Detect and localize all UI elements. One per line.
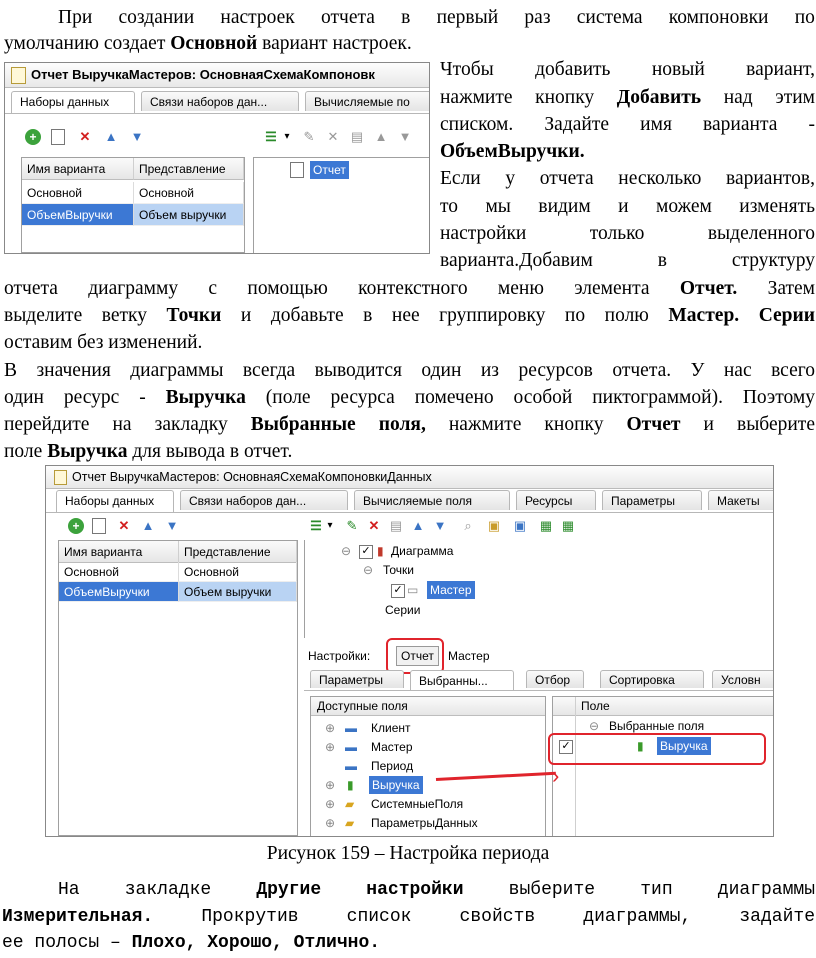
add-icon[interactable]: + — [25, 129, 41, 145]
column-header[interactable]: Имя варианта — [59, 541, 179, 563]
word: отчета — [321, 7, 375, 28]
resource-icon: ▮ — [347, 778, 354, 792]
bold-text: Измерительная. — [2, 907, 154, 927]
column-divider — [575, 697, 576, 837]
word: При — [58, 7, 93, 28]
figure-caption: Рисунок 159 – Настройка периода — [266, 843, 550, 864]
text: оставим без изменений. — [4, 332, 203, 353]
properties-icon[interactable]: ▤ — [350, 129, 364, 144]
collapse-icon[interactable]: ⊖ — [341, 544, 352, 558]
checkbox[interactable]: ✓ — [359, 545, 373, 559]
tree-item-master[interactable]: Мастер — [427, 581, 475, 599]
tab-datasets[interactable]: Наборы данных — [11, 91, 135, 113]
para2-line2 — [440, 86, 815, 110]
properties-icon[interactable]: ▤ — [389, 518, 403, 533]
edit-icon[interactable]: ✎ — [303, 129, 315, 144]
table-icon[interactable]: ▦ — [539, 518, 553, 533]
tab-dataset-links[interactable]: Связи наборов дан... — [180, 490, 348, 510]
variants-grid — [21, 157, 245, 253]
field-icon: ▬ — [345, 721, 357, 735]
delete-icon[interactable]: ✕ — [368, 518, 380, 533]
word: компоновки — [668, 7, 769, 28]
tab-sorting[interactable]: Сортировка — [600, 670, 704, 688]
table-cell-selected[interactable]: Объем выручки — [179, 582, 297, 602]
field-data-parameters[interactable]: ПараметрыДанных — [371, 816, 478, 830]
bold-text: Мастер. Серии — [668, 305, 815, 326]
window-title — [5, 63, 429, 88]
document-icon — [290, 162, 304, 178]
tab-parameters[interactable]: Параметры — [602, 490, 702, 510]
para2-line1 — [440, 58, 815, 82]
copy-icon[interactable] — [92, 518, 106, 534]
word: первый — [436, 7, 499, 28]
para3-line4 — [4, 440, 292, 464]
text: нажмите кнопку — [440, 87, 617, 108]
document-icon — [54, 470, 67, 485]
collapse-icon[interactable]: ⊖ — [589, 719, 600, 733]
text: варианта.Добавим в структуру — [440, 250, 815, 271]
window-title — [46, 466, 773, 489]
bold-text: Выбранные поля, — [250, 414, 426, 435]
table-cell-selected[interactable]: Объем выручки — [134, 204, 244, 226]
tab-datasets[interactable]: Наборы данных — [56, 490, 174, 512]
field-revenue[interactable]: Выручка — [369, 776, 423, 794]
bold-text: Основной — [170, 33, 258, 54]
selected-group[interactable]: Выбранные поля — [609, 719, 705, 733]
para3-line3 — [4, 413, 815, 437]
word: настроек — [220, 7, 295, 28]
text: В значения диаграммы всегда выводится один из ресурсов отчета. У нас всего — [4, 360, 815, 381]
selected-field-revenue[interactable]: Выручка — [657, 737, 711, 755]
tree-item-report[interactable]: Отчет — [310, 161, 349, 179]
tree-item-series[interactable]: Серии — [385, 603, 421, 617]
edit-icon[interactable]: ✎ — [346, 518, 358, 533]
field-icon: ▬ — [345, 740, 357, 754]
expand-icon[interactable]: ⊕ — [325, 740, 336, 754]
available-fields-list — [310, 696, 546, 837]
add-group-icon[interactable]: ☰ — [265, 129, 277, 144]
bold-text: Отчет — [626, 414, 681, 435]
text: Прокрутив список свойств диаграммы, задайте — [153, 907, 815, 927]
field-icon: ▬ — [345, 759, 357, 773]
text: выберите тип диаграммы — [463, 880, 816, 900]
table-cell[interactable]: Основной — [59, 562, 179, 582]
document-icon — [11, 67, 26, 84]
table-cell[interactable]: Основной — [134, 182, 244, 204]
move-up-icon[interactable]: ▲ — [411, 518, 425, 533]
text: списком. Задайте имя варианта - — [440, 114, 815, 135]
text: над этим — [701, 87, 815, 108]
para4-line2 — [2, 905, 815, 929]
group-settings-icon[interactable]: ▣ — [487, 518, 501, 533]
move-down-icon[interactable]: ▼ — [398, 129, 412, 144]
text: Затем — [737, 278, 816, 299]
tree-item-points[interactable]: Точки — [383, 563, 415, 577]
grouping-icon: ▭ — [407, 583, 419, 597]
expand-icon[interactable]: ⊕ — [325, 778, 336, 792]
settings-label: Настройки: — [308, 649, 371, 663]
structure-tree — [253, 157, 430, 254]
tab-calculated-fields[interactable]: Вычисляемые по — [305, 91, 430, 111]
text: нажмите кнопку — [425, 414, 627, 435]
table-cell-selected[interactable]: ОбъемВыручки — [22, 204, 134, 226]
text: и добавьте в нее группировку по полю — [221, 305, 669, 326]
move-down-icon[interactable]: ▼ — [130, 129, 144, 144]
add-icon[interactable]: + — [68, 518, 84, 534]
expand-icon[interactable]: ⊕ — [325, 816, 336, 830]
folder-icon: ▰ — [345, 816, 355, 830]
text: отчета диаграмму с помощью контекстного меню элемента — [4, 278, 680, 299]
tab-templates[interactable]: Макеты — [708, 490, 774, 510]
settings-master-label[interactable]: Мастер — [448, 649, 490, 663]
field-period[interactable]: Период — [371, 759, 414, 773]
para1-line2 — [4, 32, 412, 56]
tab-parameters[interactable]: Параметры — [310, 670, 404, 688]
window-title-text: Отчет ВыручкаМастеров: ОсновнаяСхемаКомпоновк — [31, 67, 375, 82]
move-down-icon[interactable]: ▼ — [433, 518, 447, 533]
highlight-box — [386, 638, 444, 674]
move-down-icon[interactable]: ▼ — [165, 518, 179, 533]
field-master[interactable]: Мастер — [371, 740, 413, 754]
bold-text: Выручка — [47, 441, 128, 462]
word: раз — [524, 7, 551, 28]
para2-line9 — [4, 277, 815, 301]
tab-resources[interactable]: Ресурсы — [516, 490, 596, 510]
copy-icon[interactable] — [51, 129, 65, 145]
expand-icon[interactable]: ⊕ — [325, 797, 336, 811]
para3-line1 — [4, 359, 815, 383]
chart-structure-icon[interactable]: ▦ — [561, 518, 575, 533]
word: по — [794, 7, 815, 28]
add-group-icon[interactable]: ☰ — [310, 518, 322, 533]
screenshot-2 — [45, 465, 774, 837]
text: выделите ветку — [4, 305, 167, 326]
tab-filter[interactable]: Отбор — [526, 670, 584, 688]
tab-selected-fields[interactable]: Выбранны... — [410, 670, 514, 690]
bold-text: Выручка — [165, 387, 246, 408]
tab-dataset-links[interactable]: Связи наборов дан... — [141, 91, 299, 111]
expand-icon[interactable]: ⊕ — [325, 721, 336, 735]
text: один ресурс - — [4, 387, 166, 408]
text: для вывода в отчет. — [127, 441, 293, 462]
text: На закладке — [58, 880, 257, 900]
text: и выберите — [680, 414, 815, 435]
delete-icon[interactable]: ✕ — [327, 129, 339, 144]
text: перейдите на закладку — [4, 414, 251, 435]
para2-line11 — [4, 331, 202, 355]
move-up-icon[interactable]: ▲ — [374, 129, 388, 144]
text: настройки только выделенного — [440, 223, 815, 244]
search-icon[interactable]: ⌕ — [464, 518, 472, 533]
move-up-icon[interactable]: ▲ — [141, 518, 155, 533]
para3-line2 — [4, 386, 815, 410]
tree-item-diagram[interactable]: Диаграмма — [391, 544, 454, 558]
folder-icon: ▰ — [345, 797, 355, 811]
checkbox[interactable]: ✓ — [391, 584, 405, 598]
tab-bar — [46, 490, 773, 513]
field-system-fields[interactable]: СистемныеПоля — [371, 797, 464, 811]
para2-line6 — [440, 195, 815, 219]
arrow-head-icon: › — [552, 763, 560, 788]
para2-line4 — [440, 140, 585, 164]
para1-line1 — [58, 6, 815, 30]
text: то мы видим и можем изменять — [440, 196, 815, 217]
para4-line3 — [2, 931, 380, 955]
report-button[interactable]: Отчет — [396, 646, 439, 666]
tab-conditional[interactable]: Условн — [712, 670, 774, 688]
subtab-bar — [304, 670, 774, 691]
collapse-icon[interactable]: ⊖ — [363, 563, 374, 577]
chart-icon: ▮ — [377, 544, 384, 558]
para2-line5 — [440, 167, 815, 191]
checkbox[interactable]: ✓ — [559, 740, 573, 754]
window-title-text: Отчет ВыручкаМастеров: ОсновнаяСхемаКомпоновкиДанных — [72, 470, 432, 484]
delete-icon[interactable]: ✕ — [118, 518, 130, 533]
para2-line10 — [4, 304, 815, 328]
tab-calculated-fields[interactable]: Вычисляемые поля — [354, 490, 510, 510]
column-header: Доступные поля — [311, 697, 545, 716]
selected-fields-list — [552, 696, 774, 837]
text: вариант настроек. — [257, 33, 412, 54]
text: умолчанию создает — [4, 33, 171, 54]
column-header[interactable]: Представление — [134, 158, 244, 180]
delete-icon[interactable]: ✕ — [79, 129, 91, 144]
para4-line1 — [2, 878, 815, 902]
dropdown-arrow-icon[interactable]: ▾ — [284, 131, 290, 142]
word: система — [576, 7, 643, 28]
para2-line8 — [440, 249, 815, 273]
column-header[interactable]: Представление — [179, 541, 297, 563]
column-header[interactable]: Имя варианта — [22, 158, 134, 180]
bold-text: Добавить — [616, 87, 702, 108]
move-up-icon[interactable]: ▲ — [104, 129, 118, 144]
table-cell[interactable]: Основной — [22, 182, 134, 204]
text: поле — [4, 441, 48, 462]
bold-text: Другие настройки — [256, 880, 464, 900]
bold-text: Точки — [166, 305, 222, 326]
table-cell-selected[interactable]: ОбъемВыручки — [59, 582, 179, 602]
word: в — [401, 7, 411, 28]
user-settings-icon[interactable]: ▣ — [513, 518, 527, 533]
table-cell[interactable]: Основной — [179, 562, 297, 582]
bold-text: ОбъемВыручки. — [440, 141, 585, 162]
text: Чтобы добавить новый вариант, — [440, 59, 815, 80]
structure-tree — [304, 540, 774, 638]
word: создании — [118, 7, 195, 28]
screenshot-1 — [4, 62, 430, 254]
para2-line7 — [440, 222, 815, 246]
text: (поле ресурса помечено особой пиктограммой). Поэтому — [245, 387, 816, 408]
text: ее полосы – — [2, 933, 132, 953]
highlight-box — [548, 733, 766, 765]
variants-grid — [58, 540, 298, 836]
text: Если у отчета несколько вариантов, — [440, 168, 815, 189]
column-header: Поле — [581, 699, 610, 713]
bold-text: Плохо, Хорошо, Отлично. — [131, 933, 381, 953]
bold-text: Отчет. — [679, 278, 738, 299]
field-client[interactable]: Клиент — [371, 721, 411, 735]
resource-icon: ▮ — [637, 739, 644, 753]
para2-line3 — [440, 113, 815, 137]
tab-bar — [5, 91, 429, 114]
dropdown-arrow-icon[interactable]: ▾ — [327, 520, 333, 531]
